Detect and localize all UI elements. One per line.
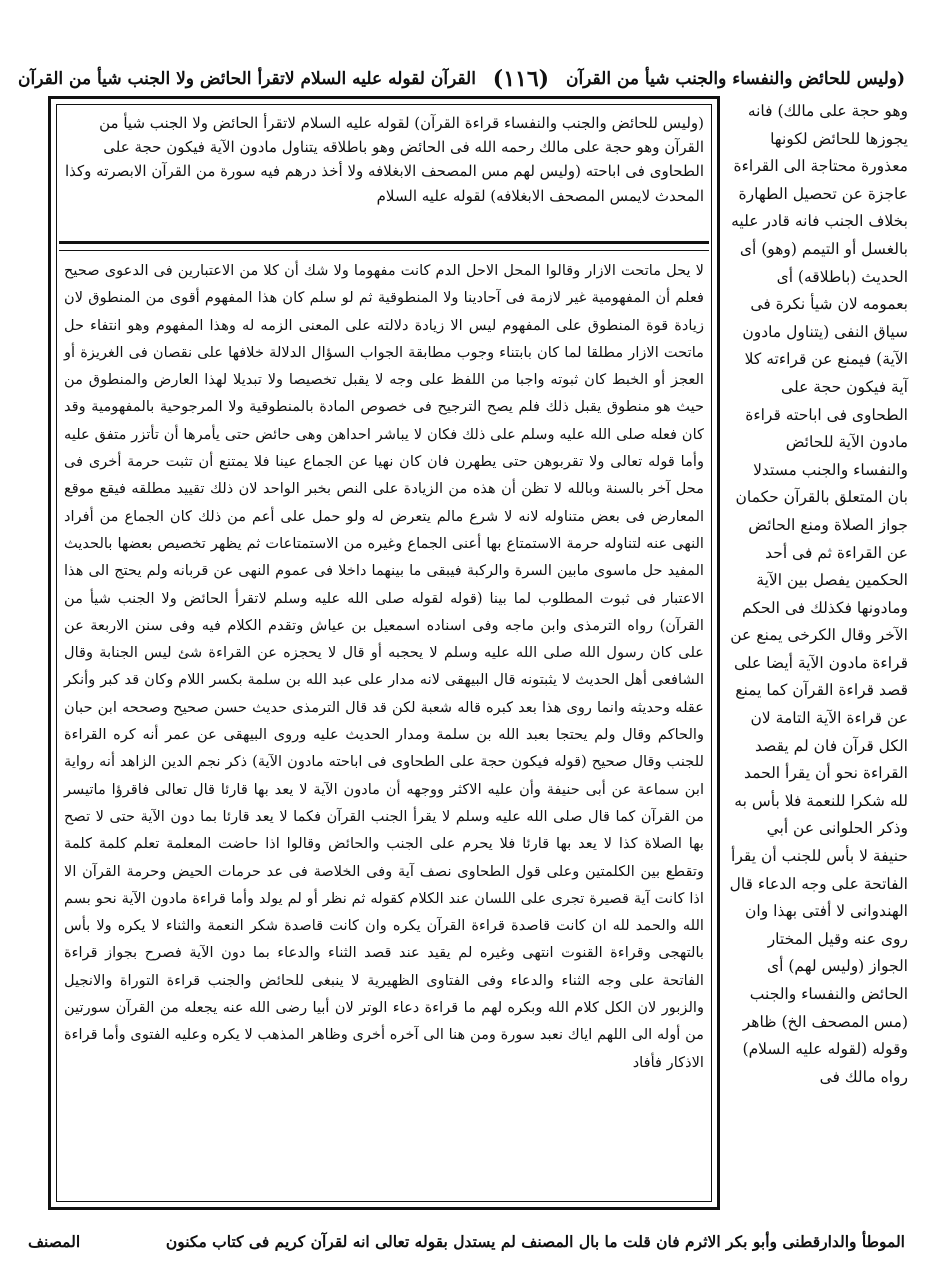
margin-commentary-text: وهو حجة على مالك) فانه يجوزها للحائض لكونها معذورة محتاجة الى القراءة عاجزة عن تحصيل الطهارة بخلاف الجنب فانه قادر عليه بالغسل أو التيمم (وهو) أى الحديث (باطلاقه) أى بعمومه لان شيأ نكرة فى سياق النفى (يتناول مادون الآية) فيمنع عن قراءته كلا آية فيكون حجة على الطحاوى فى اباحته قراءة مادون الآية للحائض والنفساء والجنب مستدلا بان المتعلق بالقرآن حكمان جواز الصلاة ومنع الحائض عن القراءة ثم فى أحد الحكمين يفصل بين الآية ومادونها فكذلك فى الحكم الآخر وقال الكرخى يمنع عن قراءة مادون الآية أيضا على قصد قراءة القرآن كما يمنع عن قراءة الآية التامة لان الكل قرآن فان لم يقصد القراءة نحو أن يقرأ الحمد لله شكرا للنعمة فلا بأس به وذكر الحلوانى عن أبي حنيفة لا بأس للجنب أن يقرأ الفاتحة على وجه الدعاء قال الهندوانى لا أفتى بهذا وان روى عنه وقيل المختار الجواز (وليس لهم) أى الحائض والنفساء والجنب (مس المصحف الخ) ظاهر وقوله (لقوله عليه السلام) رواه مالك فى xyxy=(729,102,908,1086)
matn-box xyxy=(64,111,704,235)
header-left-text: القرآن لقوله عليه السلام لاتقرأ الحائض ولا الجنب شيأ من القرآن xyxy=(18,69,476,89)
margin-commentary xyxy=(728,98,908,1198)
main-text-frame xyxy=(48,96,720,1210)
footer-text: الموطأ والدارقطنى وأبو بكر الاثرم فان قلت ما بال المصنف لم يستدل بقوله تعالى انه لقرآن كريم فى كتاب مكنون xyxy=(165,1231,905,1251)
header-right-text: (وليس للحائض والنفساء والجنب شيأ من القرآن xyxy=(565,69,905,89)
catchword: المصنف xyxy=(28,1231,81,1251)
section-divider xyxy=(59,241,709,251)
running-header xyxy=(18,62,905,96)
page-footer xyxy=(28,1226,905,1256)
page-number: (١١٦) xyxy=(492,66,550,92)
sharh-commentary xyxy=(64,257,704,1202)
matn-text: (وليس للحائض والجنب والنفساء قراءة القرآن) لقوله عليه السلام لاتقرأ الحائض ولا الجنب شيأ من القرآن وهو حجة على مالك رحمه الله فى الحائض وهو باطلاقه يتناول مادون الآية فيكون حجة على الطحاوى فى اباحته (وليس لهم مس المصحف الابغلافه ولا أخذ درهم فيه سورة من القرآن الابصرته وكذا المحدث لايمس المصحف الابغلافه) لقوله عليه السلام xyxy=(64,114,704,205)
sharh-text: لا يحل ماتحت الازار وقالوا المحل الاحل الدم كانت مفهوما ولا شك أن كلا من الاعتبارين فى الدعوى صحيح فعلم أن المفهومية غير لازمة فى آحادينا ولا المنطوقية ثم لو سلم كان هذا المفهوم أقوى من المنطوق لان زيادة قوة المنطوق على المفهوم ليس الا زيادة دلالته على المعنى الزمه له وهذا المفهوم وهو انتفاء حل ماتحت الازار مطلقا لما كان بابتناء وجوب مطابقة الجواب السؤال الدلالة خلافها على نقصان فى الغريزة أو العجز أو الخبط كان ثبوته واجبا من اللفظ على وجه لا يقبل تخصيصا ولا تبديلا لهذا العارض والمنطوق من حيث هو منطوق يقبل ذلك فلم يصح الترجيح فى خصوص المادة بالمنطوقية ولا المرجوحية بالمفهومية وقد كان فعله صلى الله عليه وسلم على ذلك فكان لا يباشر احداهن وهى حائض حتى يأمرها أن تأتزر متفق عليه وأما قوله تعالى ولا تقربوهن حتى يطهرن فان كان نهيا عن الجماع عينا فلا يمتنع أن تثبت حرمة أخرى فى محل آخر بالسنة وبالله لا تظن أن هذه من الزيادة على النص بخبر الواحد لان ذلك تقييد مطلقه فيقع موقع المعارض فى بعض متناوله لانه لا شرع مالم يتعرض له ولو حمل على أعم من ذلك كان الجماع من أفراد النهى عنه لتناوله حرمة الاستمتاع بها أعنى الجماع وغيره من الاستمتاعات ثم يظهر تخصيص بعضها بالحديث المفيد حل ماسوى مابين السرة والركبة فيبقى ما بينهما داخلا فى عموم النهى عن قربانه ولم يحتج الى هذا الاعتبار فى ثبوت المطلوب لما بينا (قوله لقوله صلى الله عليه وسلم لاتقرأ الحائض ولا الجنب شيأ من القرآن) رواه الترمذى وابن ماجه وفى اسناده اسمعيل بن عياش وتقدم الكلام فيه وفى سنن الاربعة عن على كان رسول الله صلى الله عليه وسلم لا يحجبه أو قال لا يحجزه عن القراءة شئ ليس الجنابة وقال الشافعى أهل الحديث لا يثبتونه قال البيهقى لانه مدار على عبد الله بن سلمة بكسر اللام وكان قد كبر وأنكر عقله وحديثه وانما روى هذا بعد كبره قاله شعبة لكن قد قال الترمذى حديث حسن صحيح وصححه ابن حبان والحاكم وقال ولم يحتجا بعبد الله بن سلمة ومدار الحديث عليه وروى البيهقى عن عمر أنه كره القراءة للجنب وقال صحيح (قوله فيكون حجة على الطحاوى فى اباحته مادون الآية) ذكر نجم الدين الزاهد أنه رواية ابن سماعة عن أبى حنيفة وأن عليه الاكثر ووجهه أن مادون الآية لا يعد بها قارئا قال تعالى فاقرؤا ماتيسر من القرآن كما قال صلى الله عليه وسلم لا يقرأ الجنب القرآن فكما لا يعد قارئا بما دون الآية حتى لا تصح بها الصلاة كذا لا يعد بها قارئا فلا يحرم على الجنب والحائض وقالوا اذا حاضت المعلمة تعلم كلمة كلمة وتقطع بين الكلمتين وعلى قول الطحاوى نصف آية وفى الخلاصة فى عد حرمات الحيض وحرمة القرآن الا اذا كانت آية قصيرة تجرى على اللسان عند الكلام كقوله ثم نظر أو لم يولد وأما قراءة مادون الآية نحو بسم الله والحمد لله ان كانت قاصدة قراءة القرآن يكره وان كانت قاصدة شكر النعمة والثناء لا يكره ولا بأس بالتهجى وقراءة القنوت انتهى وغيره لم يقيد عند قصد الثناء والدعاء بما دون الآية فصرح بجواز قراءة الفاتحة على وجه الثناء والدعاء وفى الفتاوى الظهيرية لا ينبغى للحائض والجنب قراءة التوراة والانجيل والزبور لان الكل كلام الله وبكره لهم ما قراءة دعاء الوتر لان أبيا رضى الله عنه يجعله من القرآن سورتين من أوله الى اللهم اياك نعبد سورة ومن هنا الى آخره أخرى وظاهر المذهب لا يكره وعليه الفتوى وأما قراءة الاذكار فأفاد xyxy=(64,262,704,1071)
